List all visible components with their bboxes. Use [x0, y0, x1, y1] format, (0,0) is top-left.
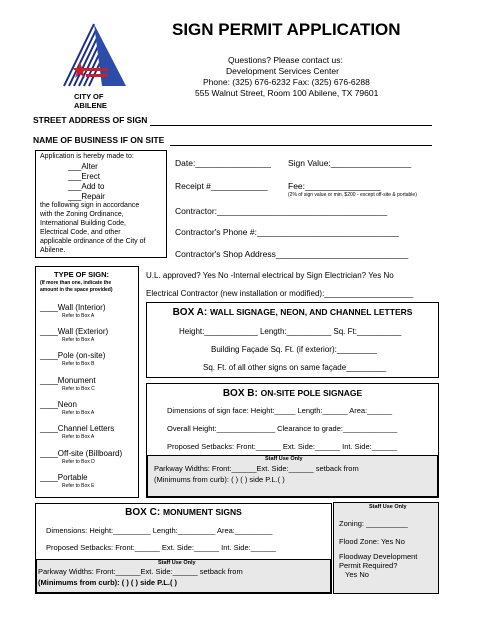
box-a-line3[interactable]: Sq. Ft. of all other signs on same façade_________ [203, 363, 387, 372]
zoning-field[interactable]: Zoning: __________ [339, 519, 408, 528]
page-title: SIGN PERMIT APPLICATION [172, 20, 401, 39]
application-box [35, 150, 167, 258]
box-a-title [147, 307, 438, 318]
staff-use-title: Staff Use Only [369, 504, 407, 510]
contractor-phone-field[interactable]: Contractor's Phone #:______________________________ [175, 227, 399, 237]
box-b-staff-label: Staff Use Only [265, 456, 303, 462]
sign-type-wall-exterior-ref: Refer to Box A [62, 337, 95, 343]
application-body-1: the following sign in accordance [40, 202, 140, 209]
sign-type-note1: (If more than one, indicate the [40, 280, 112, 286]
ul-approved-line[interactable]: U.L. approved? Yes No -Internal electrical by Sign Electrician? Yes No [146, 271, 394, 280]
box-c-title [36, 507, 331, 518]
sign-type-neon-ref: Refer to Box A [62, 410, 95, 416]
box-b-line2[interactable]: Overall Height:______________ Clearance to grade:_____________ [167, 424, 398, 433]
application-intro: Application is hereby made to: [40, 153, 134, 160]
business-name-label: NAME OF BUSINESS IF ON SITE [33, 135, 165, 145]
box-b-title [147, 388, 438, 399]
option-repair-blank: ___ [68, 192, 82, 201]
box-b-parkway2[interactable]: (Minimums from curb): ( ) ( ) side P.L.( ) [154, 475, 285, 484]
option-alter[interactable] [68, 162, 98, 171]
floodway-line1: Floodway Development [339, 552, 418, 561]
box-a-title-prefix: BOX A: [172, 307, 208, 318]
option-repair[interactable] [68, 192, 105, 201]
box-c-staff-label: Staff Use Only [158, 560, 196, 566]
sign-type-portable-ref: Refer to Box E [62, 483, 95, 489]
box-c-line1[interactable]: Dimensions: Height:_________ Length:_________ Area:_________ [46, 526, 273, 535]
flood-zone-field[interactable]: Flood Zone: Yes No [339, 537, 405, 546]
city-logo [56, 18, 128, 90]
electrical-contractor-field[interactable]: Electrical Contractor (new installation or modified):____________________ [146, 289, 414, 298]
box-c-title-prefix: BOX C: [125, 507, 161, 518]
box-c-title-rest: MONUMENT SIGNS [162, 507, 242, 517]
receipt-field[interactable]: Receipt #____________ [175, 181, 268, 191]
sign-type-pole-ref: Refer to Box B [62, 361, 95, 367]
sign-value-field[interactable]: Sign Value:_________________ [288, 158, 412, 168]
option-add-to[interactable] [68, 182, 105, 191]
sign-type-portable[interactable]: ____Portable [40, 473, 88, 482]
box-b-line1[interactable]: Dimensions of sign face: Height:_____ Length:______ Area:______ [167, 406, 393, 415]
box-c-parkway1[interactable]: Parkway Widths: Front:______Ext. Side:______ setback from [38, 567, 243, 576]
contact-line4: 555 Walnut Street, Room 100 Abilene, TX 79601 [195, 88, 379, 98]
option-repair-label: Repair [81, 192, 105, 201]
box-b-line3[interactable]: Proposed Setbacks: Front:______ Ext. Side:______ Int. Side:______ [167, 442, 397, 451]
sign-type-off-site[interactable]: ____Off-site (Billboard) [40, 449, 123, 458]
contact-line1: Questions? Please contact us: [228, 55, 343, 65]
sign-type-wall-interior[interactable]: ____Wall (Interior) [40, 303, 106, 312]
application-body-4: Electrical Code, and other [40, 229, 121, 236]
option-alter-label: Alter [81, 162, 98, 171]
sign-type-channel-letters[interactable]: ____Channel Letters [40, 424, 115, 433]
application-body-2: with the Zoning Ordinance, [40, 211, 124, 218]
box-b-title-rest: ON-SITE POLE SIGNAGE [260, 388, 363, 398]
sign-type-monument-ref: Refer to Box C [62, 386, 95, 392]
option-alter-blank: ___ [68, 162, 82, 171]
fee-note: (2% of sign value or min. $200 - except off-site & portable) [288, 192, 417, 198]
box-c-line2[interactable]: Proposed Setbacks: Front:______ Ext. Side:______ Int. Side:______ [46, 543, 276, 552]
logo-line1: CITY OF [74, 92, 104, 101]
sign-type-neon[interactable]: ____Neon [40, 400, 77, 409]
logo-line2: ABILENE [74, 101, 107, 110]
box-a-line1[interactable]: Height:____________ Length:__________ Sq. Ft:__________ [179, 327, 402, 336]
floodway-yes-no[interactable]: Yes No [345, 570, 369, 579]
application-body-5: applicable ordinance of the City of [40, 238, 146, 245]
street-address-label: STREET ADDRESS OF SIGN [33, 115, 148, 125]
application-body-3: International Building Code, [40, 220, 127, 227]
sign-type-monument[interactable]: ____Monument [40, 376, 96, 385]
option-erect-label: Erect [81, 172, 101, 181]
sign-type-wall-exterior[interactable]: ____Wall (Exterior) [40, 327, 109, 336]
option-erect[interactable] [68, 172, 100, 181]
fee-field[interactable]: Fee:________________ [288, 181, 381, 191]
box-c-parkway2[interactable]: (Minimums from curb): ( ) ( ) side P.L.( ) [38, 578, 178, 587]
contractor-address-field[interactable]: Contractor's Shop Address____________________________ [175, 249, 409, 259]
staff-use-box [333, 502, 439, 594]
box-b-title-prefix: BOX B: [222, 388, 258, 399]
business-name-field[interactable] [170, 145, 432, 146]
box-a-title-rest: WALL SIGNAGE, NEON, AND CHANNEL LETTERS [209, 307, 413, 317]
sign-type-title: TYPE OF SIGN: [54, 270, 110, 279]
date-field[interactable]: Date:________________ [175, 158, 271, 168]
application-body-6: Abilene. [40, 247, 66, 254]
sign-type-pole[interactable]: ____Pole (on-site) [40, 351, 106, 360]
option-erect-blank: ___ [68, 172, 82, 181]
option-add-label: Add to [81, 182, 105, 191]
contact-line2: Development Services Center [226, 66, 339, 76]
sign-type-channel-letters-ref: Refer to Box A [62, 434, 95, 440]
sign-type-wall-interior-ref: Refer to Box A [62, 313, 95, 319]
box-b-parkway1[interactable]: Parkway Widths: Front:______Ext. Side:______ setback from [154, 464, 359, 473]
street-address-field[interactable] [150, 125, 432, 126]
contractor-field[interactable]: Contractor:____________________________________ [175, 206, 388, 216]
option-add-blank: ___ [68, 182, 82, 191]
sign-type-note2: amount in the space provided) [40, 287, 113, 293]
city-logo-icon [56, 18, 128, 90]
contact-line3: Phone: (325) 676-6232 Fax: (325) 676-6288 [203, 77, 370, 87]
sign-type-off-site-ref: Refer to Box D [62, 459, 95, 465]
floodway-line2: Permit Required? [339, 561, 398, 570]
box-a-line2[interactable]: Building Façade Sq. Ft. (if exterior):_________ [211, 345, 377, 354]
box-a [146, 302, 439, 378]
